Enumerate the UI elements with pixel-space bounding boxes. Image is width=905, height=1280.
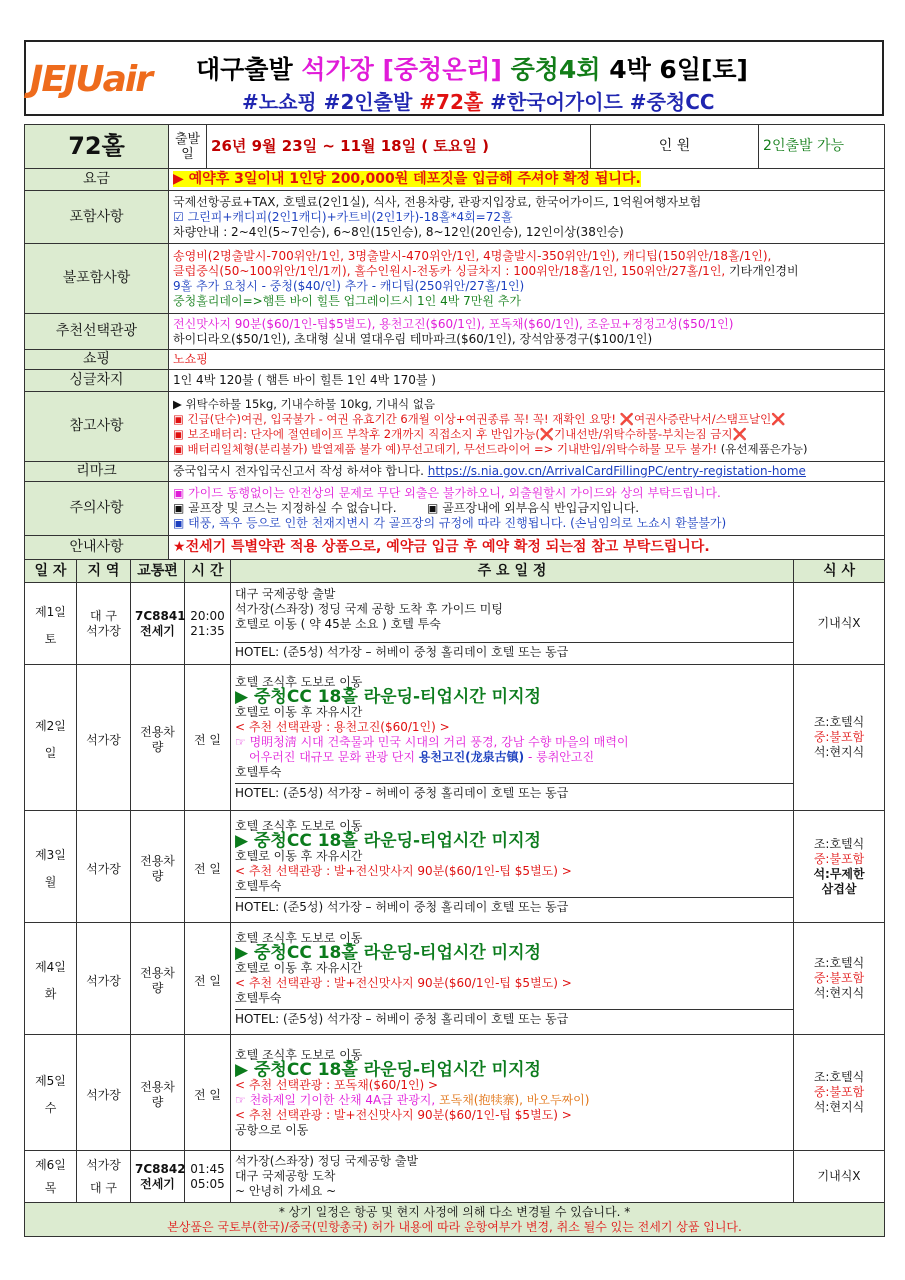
reference-line-4b: (유선제품은가능) <box>717 441 808 456</box>
day-row-4 <box>25 923 885 1035</box>
col-meal: 식 사 <box>794 560 885 583</box>
title-part1: 대구출발 <box>196 55 302 84</box>
day-4-hotel: HOTEL: (준5성) 석가장 – 허베이 중청 홀리데이 호텔 또는 동급 <box>235 1009 793 1027</box>
optional-line-2: 하이디라오($50/1인), 초대형 실내 열대우림 테마파크($60/1인), 장석암풍경구($100/1인) <box>173 331 653 346</box>
day-5-plan-1: 호텔 조식후 도보로 이동 <box>235 1047 363 1062</box>
day-2-meal-2: 중:불포함 <box>813 730 865 744</box>
day-5-golf: ▶ 중청CC 18홀 라운딩-티업시간 미지정 <box>235 1059 541 1080</box>
day-2-meal-3: 석:현지식 <box>813 745 865 759</box>
day-3-meal-2: 중:불포함 <box>813 851 865 866</box>
day-2-label: 제2일 <box>35 719 66 733</box>
day-3-plan-3: 호텔투숙 <box>235 878 282 893</box>
day-2-desc-2c: - 룽취안고진 <box>524 749 595 764</box>
day-2-plan-3: 호텔투숙 <box>235 764 282 779</box>
hashtag-3: #한국어가이드 #중청CC <box>483 90 715 114</box>
hashtags <box>242 86 882 115</box>
day-1-time-dep: 20:00 <box>190 608 225 623</box>
single-label: 싱글차지 <box>25 370 169 392</box>
exclude-line-2b: 기타개인경비 <box>725 263 799 278</box>
hashtag-1: #노쇼핑 #2인출발 <box>242 90 420 114</box>
day-5-desc: ☞ 천하제일 기이한 산채 4A급 관광지, <box>235 1092 440 1107</box>
day-5-optional-1: < 추천 선택관광 : 포독채($60/1인) > <box>235 1077 439 1092</box>
day-4-plan-2: 호텔로 이동 후 자유시간 <box>235 960 363 975</box>
holes-count: 72홀 <box>25 125 169 169</box>
people-label: 인 원 <box>591 125 759 169</box>
day-2-meal-1: 조:호텔식 <box>813 715 865 729</box>
remark-label: 리마크 <box>25 462 169 482</box>
reference-line-3: ▣ 보조배터리: 단자에 절연테이프 부착후 2개까지 직접소지 후 반입가능(❌기내선반/위탁수하물-부치는짐 금지❌ <box>173 426 747 441</box>
single-text: 1인 4박 120불 ( 햄튼 바이 힐튼 1인 4박 170불 ) <box>169 370 885 392</box>
footer-notice: * 상기 일정은 항공 및 현지 사정에 의해 다소 변경될 수 있습니다. * <box>278 1204 631 1219</box>
day-5-optional-2: < 추천 선택관광 : 발+전신맛사지 90분($60/1인-팁 $5별도) > <box>235 1107 572 1122</box>
day-6-plan-3: ~ 안녕히 가세요 ~ <box>235 1184 337 1198</box>
day-2-plan-2: 호텔로 이동 후 자유시간 <box>235 704 363 719</box>
exclude-line-2a: 클럽중식(50~100위안/1인/1끼), 홀수인원시-전동카 싱글차지 : 100위안/18홀/1인, 150위안/27홀/1인, <box>173 263 726 278</box>
day-2-time: 전 일 <box>185 665 231 811</box>
day-2-plan-1: 호텔 조식후 도보로 이동 <box>235 674 363 689</box>
day-4-meal-1: 조:호텔식 <box>813 956 865 970</box>
header-box <box>24 40 884 116</box>
day-1-meal: 기내식X <box>794 583 885 665</box>
day-6-meal: 기내식X <box>794 1151 885 1203</box>
day-row-5 <box>25 1035 885 1151</box>
day-4-plan-3: 호텔투숙 <box>235 990 282 1005</box>
day-3-label: 제3일 <box>35 848 66 862</box>
col-region: 지 역 <box>77 560 131 583</box>
jejuair-logo: JEJUair <box>30 59 151 100</box>
reference-label: 참고사항 <box>25 392 169 462</box>
optional-line-1: 전신맛사지 90분($60/1인-팁$5별도), 용천고진($60/1인), 포독채($60/1인), 조운묘+정정고성($50/1인) <box>173 316 734 331</box>
exclude-line-3: 9홀 추가 요청시 - 중청($40/인) 추가 - 캐디팁(250위안/27홀/1인) <box>173 278 525 293</box>
guide-text: ★전세기 특별약관 적용 상품으로, 예약금 입금 후 예약 확정 되는점 참고 부탁드립니다. <box>169 536 885 560</box>
day-1-plan-1: 대구 국제공항 출발 <box>235 587 336 601</box>
day-row-3 <box>25 811 885 923</box>
caution-line-3: ▣ 태풍, 폭우 등으로 인한 천재지변시 각 골프장의 규정에 따라 진행됩니다. (손님임의로 노쇼시 환불불가) <box>173 516 727 530</box>
exclude-line-1: 송영비(2명출발시-700위안/1인, 3명출발시-470위안/1인, 4명출발시-350위안/1인), 캐디팁(150위안/18홀/1인), <box>173 248 772 263</box>
include-line-3: 차량안내 : 2~4인(5~7인승), 6~8인(15인승), 8~12인(20인승), 12인이상(38인승) <box>173 224 624 239</box>
day-1-dow: 토 <box>44 632 57 646</box>
page-title <box>196 50 876 86</box>
day-4-time: 전 일 <box>185 923 231 1035</box>
col-time: 시 간 <box>185 560 231 583</box>
exclude-row <box>25 244 885 314</box>
exclude-line-4: 중청홀리데이=>햄튼 바이 힐튼 업그레이드시 1인 4박 7만원 추가 <box>173 293 521 308</box>
day-6-label: 제6일 <box>35 1158 66 1172</box>
day-row-6 <box>25 1151 885 1203</box>
day-6-region-to: 대 구 <box>90 1180 117 1195</box>
day-2-transport: 전용차량 <box>131 665 185 811</box>
remark-row <box>25 462 885 482</box>
reference-line-2: ▣ 긴급(단수)여권, 입국불가 - 여권 유효기간 6개월 이상+여권종류 꼭! 꼭! 재확인 요망! ❌여권사증란낙서/스탬프날인❌ <box>173 411 786 426</box>
day-4-optional: < 추천 선택관광 : 발+전신맛사지 90분($60/1인-팁 $5별도) > <box>235 975 572 990</box>
include-line-1: 국제선항공료+TAX, 호텔료(2인1실), 식사, 전용차량, 관광지입장료, 한국어가이드, 1억원여행자보험 <box>173 194 702 209</box>
day-5-region: 석가장 <box>77 1035 131 1151</box>
day-3-plan-1: 호텔 조식후 도보로 이동 <box>235 818 363 833</box>
day-3-optional: < 추천 선택관광 : 발+전신맛사지 90분($60/1인-팁 $5별도) > <box>235 863 572 878</box>
day-4-dow: 화 <box>44 987 57 1001</box>
shopping-label: 쇼핑 <box>25 350 169 370</box>
info-row <box>25 125 885 169</box>
reference-line-4a: ▣ 배터리일체형(분리불가) 발열제품 불가 예)무선고데기, 무선드라이어 => 기내반입/위탁수하물 모두 불가! <box>173 441 718 456</box>
day-3-plan-2: 호텔로 이동 후 자유시간 <box>235 848 363 863</box>
day-1-label: 제1일 <box>35 605 66 619</box>
reference-row <box>25 392 885 462</box>
caution-row <box>25 482 885 536</box>
day-1-region-from: 대 구 <box>90 608 117 623</box>
shopping-text: 노쇼핑 <box>169 350 885 370</box>
depart-value: 26년 9월 23일 ~ 11월 18일 ( 토요일 ) <box>207 125 591 169</box>
day-5-transport: 전용차량 <box>131 1035 185 1151</box>
day-4-label: 제4일 <box>35 960 66 974</box>
day-6-dow: 목 <box>44 1181 57 1195</box>
day-4-transport: 전용차량 <box>131 923 185 1035</box>
reference-line-1: ▶ 위탁수하물 15kg, 기내수하물 10kg, 기내식 없음 <box>173 396 435 411</box>
day-2-dow: 일 <box>44 746 57 760</box>
day-6-plan-1: 석가장(스좌장) 정딩 국제공항 출발 <box>235 1154 419 1168</box>
day-5-meal-1: 조:호텔식 <box>813 1070 865 1084</box>
shopping-row <box>25 350 885 370</box>
include-line-2: ☑ 그린피+캐디피(2인1캐디)+카트비(2인1카)-18홀*4회=72홀 <box>173 209 513 224</box>
depart-label: 출발일 <box>169 125 207 169</box>
day-2-desc-1: ☞ 명明청淸 시대 건축물과 민국 시대의 거리 풍경, 강남 수향 마을의 매력이 <box>235 734 629 749</box>
day-5-meal-2: 중:불포함 <box>813 1085 865 1099</box>
day-6-charter: 전세기 <box>140 1176 175 1191</box>
guide-label: 안내사항 <box>25 536 169 560</box>
fee-label: 요금 <box>25 169 169 191</box>
day-6-region-from: 석가장 <box>86 1157 121 1172</box>
footer-charter-notice: 본상품은 국토부(한국)/중국(민항총국) 허가 내용에 따라 운항여부가 변경, 취소 될수 있는 전세기 상품 입니다. <box>167 1219 742 1234</box>
day-3-time: 전 일 <box>185 811 231 923</box>
include-row <box>25 191 885 244</box>
schedule-header <box>25 560 885 583</box>
day-2-desc-2a: 어우러진 대규모 문화 관광 단지 <box>249 749 419 764</box>
guide-row <box>25 536 885 560</box>
optional-row <box>25 314 885 350</box>
day-2-optional: < 추천 선택관광 : 용천고진($60/1인) > <box>235 719 450 734</box>
day-3-dow: 월 <box>44 875 57 889</box>
day-3-meal-1: 조:호텔식 <box>813 836 865 851</box>
footer-row <box>25 1203 885 1237</box>
day-5-label: 제5일 <box>35 1074 66 1088</box>
caution-label: 주의사항 <box>25 482 169 536</box>
day-row-2 <box>25 665 885 811</box>
day-4-golf: ▶ 중청CC 18홀 라운딩-티업시간 미지정 <box>235 942 541 963</box>
day-6-time-dep: 01:45 <box>190 1161 225 1176</box>
day-2-golf: ▶ 중청CC 18홀 라운딩-티업시간 미지정 <box>235 686 541 707</box>
day-6-time-arr: 05:05 <box>190 1176 225 1191</box>
day-4-meal-3: 석:현지식 <box>813 986 865 1000</box>
day-2-desc-2b: 용천고진(龙泉古镇) <box>418 749 525 764</box>
day-3-hotel: HOTEL: (준5성) 석가장 – 허베이 중청 홀리데이 호텔 또는 동급 <box>235 897 793 915</box>
title-part3: 중청4회 <box>501 55 601 84</box>
title-part4: 4박 6일[토] <box>600 55 748 84</box>
day-2-region: 석가장 <box>77 665 131 811</box>
day-5-plan-2: 공항으로 이동 <box>235 1122 309 1137</box>
remark-text: 중국입국시 전자입국신고서 작성 하셔야 합니다. <box>173 464 428 478</box>
exclude-label: 불포함사항 <box>25 244 169 314</box>
caution-line-1: ▣ 가이드 동행없이는 안전상의 문제로 무단 외출은 불가하오니, 외출원할시 가이드와 상의 부탁드립니다. <box>173 486 721 500</box>
day-3-meal-4: 삼겹살 <box>821 881 857 896</box>
day-5-dow: 수 <box>44 1101 57 1115</box>
day-row-1 <box>25 583 885 665</box>
day-5-desc-b: 포독채(抱犊寨), 바오두짜이) <box>439 1092 590 1107</box>
col-plan: 주 요 일 정 <box>231 560 794 583</box>
hashtag-2: #72홀 <box>419 90 484 114</box>
col-transport: 교통편 <box>131 560 185 583</box>
fee-row <box>25 169 885 191</box>
day-1-plan-2: 석가장(스좌장) 정딩 국제 공항 도착 후 가이드 미팅 <box>235 602 503 616</box>
day-6-plan-2: 대구 국제공항 도착 <box>235 1169 336 1183</box>
day-3-meal-3: 석:무제한 <box>813 866 865 881</box>
day-3-transport: 전용차량 <box>131 811 185 923</box>
day-1-plan-3: 호텔로 이동 ( 약 45분 소요 ) 호텔 투숙 <box>235 617 441 631</box>
caution-line-2: ▣ 골프장 및 코스는 지정하실 수 없습니다. ▣ 골프장내에 외부음식 반입금지입니다. <box>173 501 640 515</box>
day-3-golf: ▶ 중청CC 18홀 라운딩-티업시간 미지정 <box>235 830 541 851</box>
day-4-region: 석가장 <box>77 923 131 1035</box>
day-2-hotel: HOTEL: (준5성) 석가장 – 허베이 중청 홀리데이 호텔 또는 동급 <box>235 783 793 801</box>
itinerary-table <box>24 124 885 1237</box>
include-label: 포함사항 <box>25 191 169 244</box>
day-5-time: 전 일 <box>185 1035 231 1151</box>
day-3-region: 석가장 <box>77 811 131 923</box>
title-part2: 석가장 [중청온리] <box>301 55 502 84</box>
optional-label: 추천선택관광 <box>25 314 169 350</box>
day-1-flight: 7C8841 <box>135 608 186 623</box>
day-1-time-arr: 21:35 <box>190 623 225 638</box>
day-1-charter: 전세기 <box>140 623 175 638</box>
day-4-meal-2: 중:불포함 <box>813 971 865 985</box>
col-day: 일 자 <box>25 560 77 583</box>
arrival-card-link[interactable]: https://s.nia.gov.cn/ArrivalCardFillingPC/entry-registation-home <box>427 464 806 478</box>
day-5-meal-3: 석:현지식 <box>813 1100 865 1114</box>
day-1-region-to: 석가장 <box>86 623 121 638</box>
day-6-flight: 7C8842 <box>135 1161 186 1176</box>
day-4-plan-1: 호텔 조식후 도보로 이동 <box>235 930 363 945</box>
day-1-hotel: HOTEL: (준5성) 석가장 – 허베이 중청 홀리데이 호텔 또는 동급 <box>235 642 793 660</box>
people-value: 2인출발 가능 <box>759 125 885 169</box>
fee-text: ▶ 예약후 3일이내 1인당 200,000원 데포짓을 입금해 주셔야 확정 됩니다. <box>173 171 641 187</box>
single-row <box>25 370 885 392</box>
